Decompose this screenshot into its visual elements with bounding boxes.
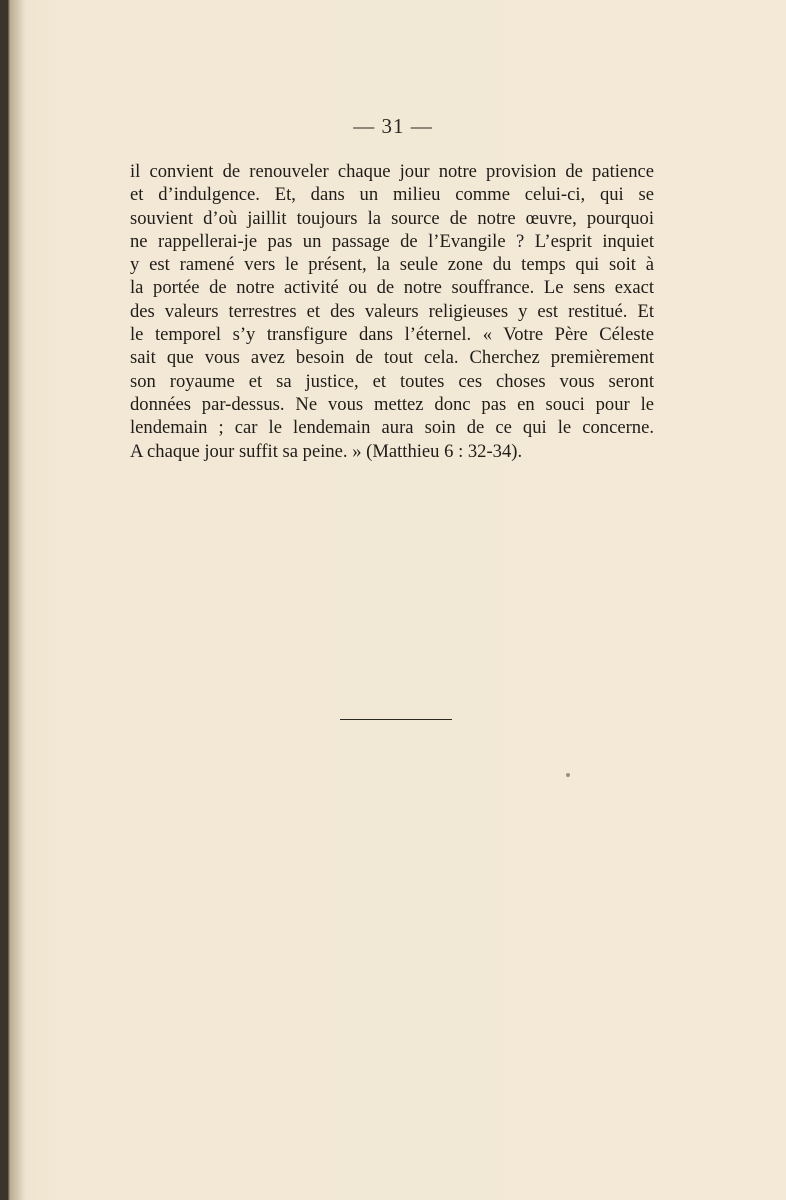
text-line: données par-dessus. Ne vous mettez donc pas en souci pour le	[130, 393, 654, 415]
text-line: A chaque jour suffit sa peine. » (Matthieu 6 : 32-34).	[130, 440, 523, 462]
text-line: ne rappellerai-je pas un passage de l’Evangile ? L’esprit inquiet	[130, 230, 654, 252]
text-line: souvient d’où jaillit toujours la source de notre œuvre, pourquoi	[130, 207, 654, 229]
page-number: — 31 —	[353, 114, 433, 138]
text-line: le temporel s’y transfigure dans l’éternel. « Votre Père Céleste	[130, 324, 654, 346]
text-line: il convient de renouveler chaque jour notre provision de patience	[130, 161, 654, 182]
text-line: la portée de notre activité ou de notre souffrance. Le sens exact	[130, 277, 654, 299]
text-line: sait que vous avez besoin de tout cela. Cherchez premièrement	[130, 347, 654, 369]
text-line: y est ramené vers le présent, la seule zone du temps qui soit à	[130, 254, 654, 276]
text-line: et d’indulgence. Et, dans un milieu comme celui-ci, qui se	[130, 184, 654, 206]
section-divider-rule	[340, 719, 452, 720]
text-line: lendemain ; car le lendemain aura soin de ce qui le concerne.	[130, 417, 654, 439]
text-line: des valeurs terrestres et des valeurs religieuses y est restitué. Et	[130, 300, 654, 322]
paper-speck	[566, 773, 570, 777]
book-spine-shadow	[8, 0, 26, 1200]
text-line: son royaume et sa justice, et toutes ces choses vous seront	[130, 370, 654, 392]
body-paragraph	[130, 160, 654, 463]
